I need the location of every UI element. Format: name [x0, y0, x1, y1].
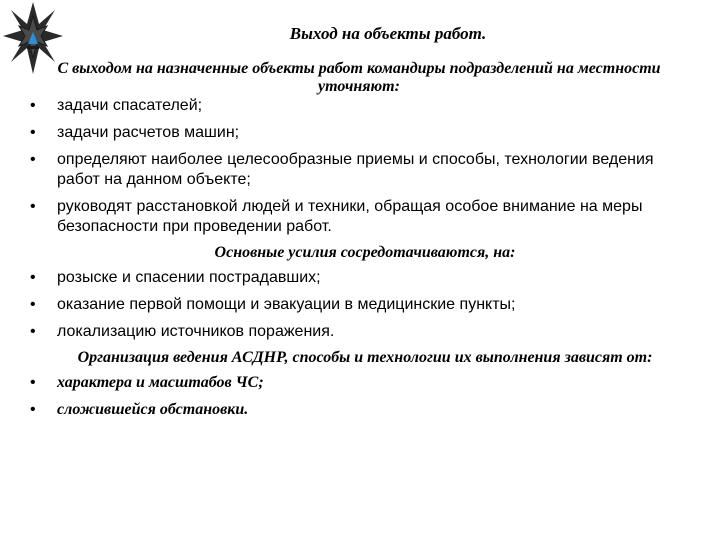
- bullet-icon: •: [30, 296, 36, 313]
- list-item-text: розыске и спасении пострадавших;: [57, 269, 321, 286]
- bullet-icon: •: [30, 198, 36, 215]
- main-content: [30, 96, 700, 427]
- list-item-text: определяют наиболее целесообразные приемы и способы, технологии ведения работ на данном объекте;: [57, 151, 654, 188]
- bullet-icon: •: [30, 124, 36, 141]
- list-item: [30, 295, 700, 315]
- list-item: [30, 322, 700, 342]
- bullet-icon: •: [30, 323, 36, 340]
- list-item-text: характера и масштабов ЧС;: [57, 374, 264, 391]
- list-item: [30, 150, 700, 190]
- tasks-list: [30, 96, 700, 237]
- list-item-text: локализацию источников поражения.: [57, 323, 335, 340]
- list-item-text: задачи спасателей;: [57, 97, 203, 114]
- logo-base-bar: [27, 46, 39, 49]
- factors-list: [30, 373, 700, 420]
- bullet-icon: •: [30, 97, 36, 114]
- intro-heading: С выходом на назначенные объекты работ командиры подразделений на местности уточняют:: [57, 60, 661, 95]
- list-item: [30, 197, 700, 237]
- list-item: [30, 96, 700, 116]
- bullet-icon: •: [30, 151, 36, 168]
- bullet-icon: •: [30, 401, 36, 418]
- organization-subheading: Организация ведения АСДНР, способы и технологии их выполнения зависят от:: [77, 349, 653, 366]
- bullet-icon: •: [30, 374, 36, 391]
- bullet-icon: •: [30, 269, 36, 286]
- list-item: [30, 123, 700, 143]
- list-item-text: сложившейся обстановки.: [57, 401, 249, 418]
- list-item: [30, 400, 700, 420]
- page-title: Выход на объекты работ.: [289, 24, 487, 43]
- list-item-text: задачи расчетов машин;: [57, 124, 240, 141]
- list-item-text: оказание первой помощи и эвакуации в медицинские пункты;: [57, 296, 516, 313]
- list-item: [30, 268, 700, 288]
- efforts-subheading: Основные усилия сосредотачиваются, на:: [214, 244, 516, 261]
- list-item-text: руководят расстановкой людей и техники, обращая особое внимание на меры безопасности при проведении работ.: [57, 198, 643, 235]
- list-item: [30, 373, 700, 393]
- efforts-list: [30, 268, 700, 342]
